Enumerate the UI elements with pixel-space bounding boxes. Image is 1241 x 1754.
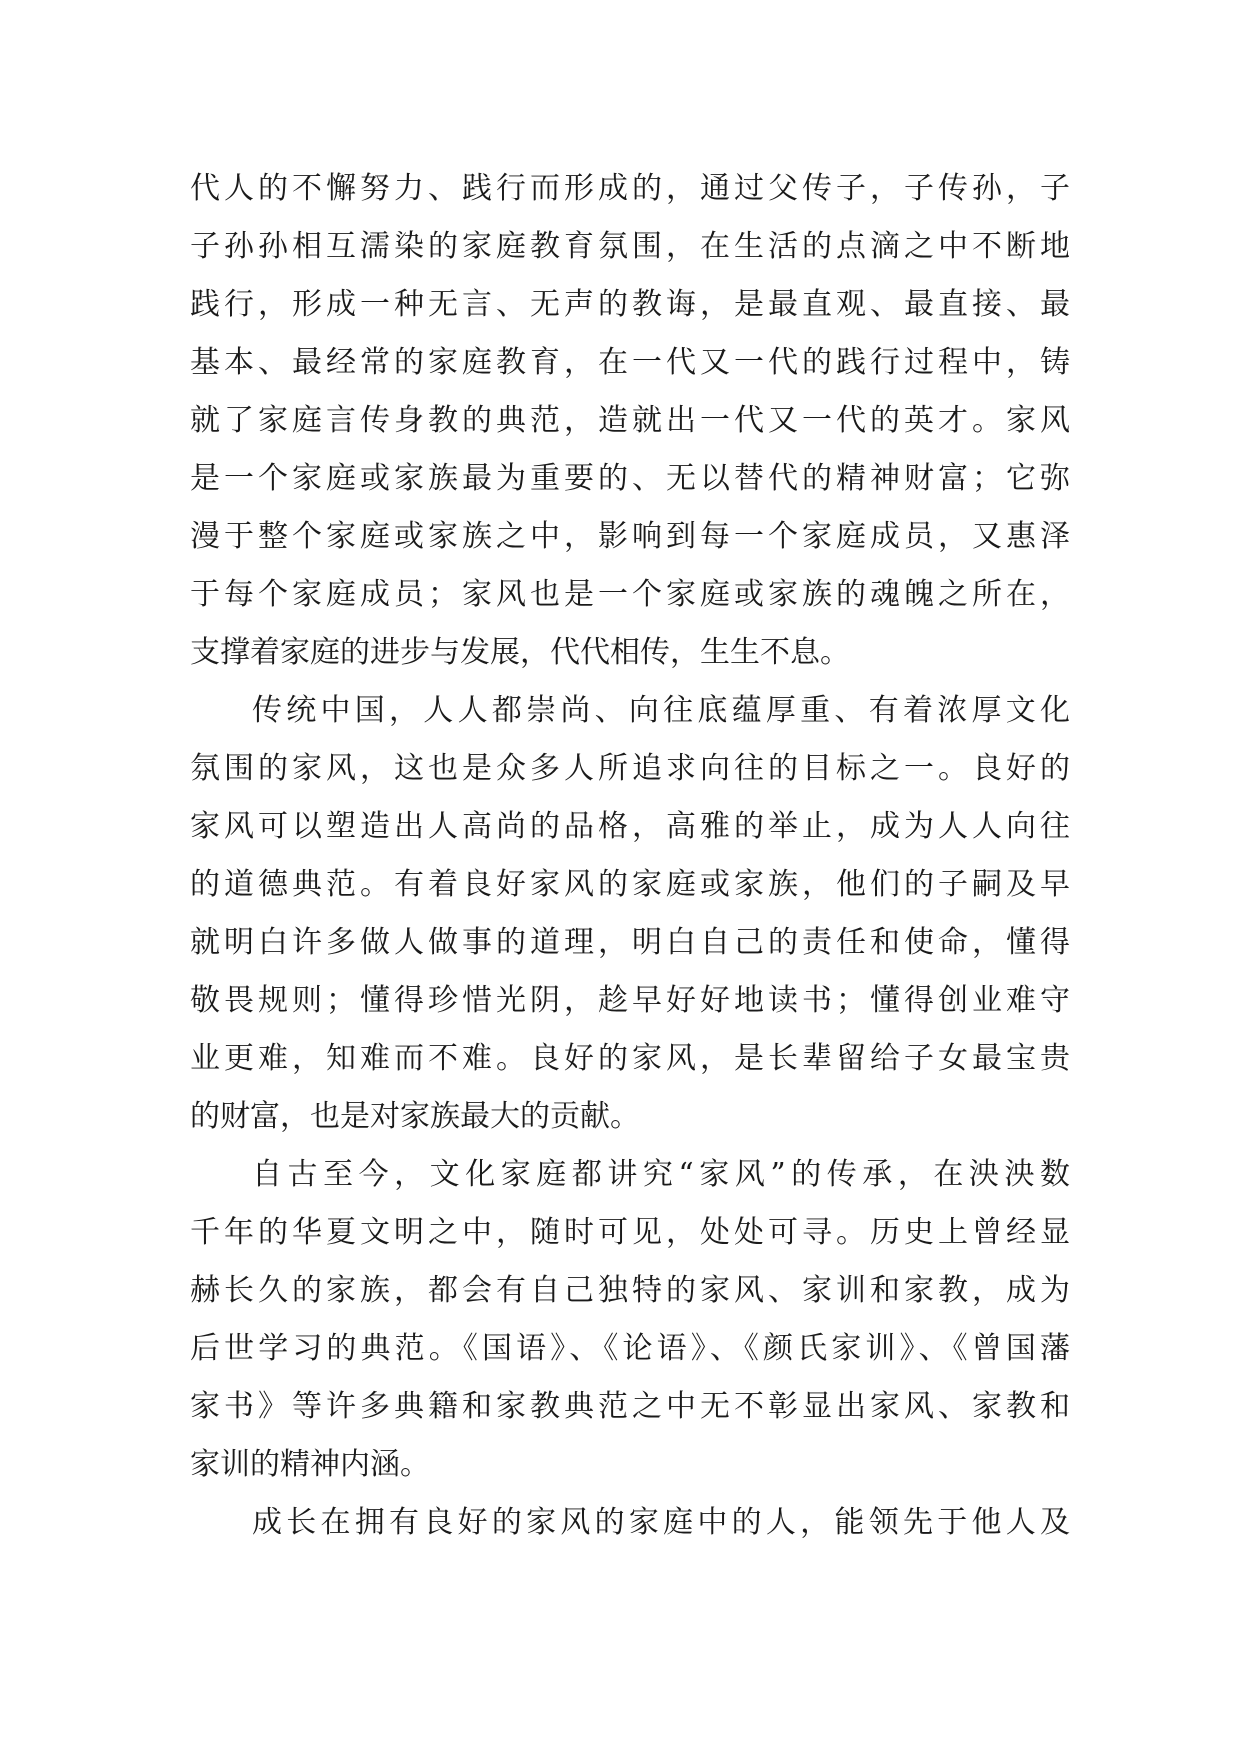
text-line: 传统中国，人人都崇尚、向往底蕴厚重、有着浓厚文化 [252, 693, 1070, 728]
text-line: 基本、最经常的家庭教育，在一代又一代的践行过程中，铸 [190, 345, 1070, 380]
text-line: 家训的精神内涵。 [190, 1447, 430, 1482]
text-line: 于每个家庭成员；家风也是一个家庭或家族的魂魄之所在， [190, 577, 1070, 612]
text-line: 千年的华夏文明之中，随时可见，处处可寻。历史上曾经显 [190, 1215, 1070, 1250]
text-line: 漫于整个家庭或家族之中，影响到每一个家庭成员，又惠泽 [190, 519, 1070, 554]
text-line: 践行，形成一种无言、无声的教诲，是最直观、最直接、最 [190, 287, 1070, 322]
text-line: 的财富，也是对家族最大的贡献。 [190, 1099, 640, 1134]
text-line: 自古至今，文化家庭都讲究“家风”的传承，在泱泱数 [252, 1157, 1070, 1192]
text-line: 的道德典范。有着良好家风的家庭或家族，他们的子嗣及早 [190, 867, 1070, 902]
text-line: 氛围的家风，这也是众多人所追求向往的目标之一。良好的 [190, 751, 1070, 786]
text-line: 就了家庭言传身教的典范，造就出一代又一代的英才。家风 [190, 403, 1070, 438]
text-line: 业更难，知难而不难。良好的家风，是长辈留给子女最宝贵 [190, 1041, 1070, 1076]
text-line: 支撑着家庭的进步与发展，代代相传，生生不息。 [190, 635, 850, 670]
text-line: 敬畏规则；懂得珍惜光阴，趁早好好地读书；懂得创业难守 [190, 983, 1070, 1018]
text-line: 家风可以塑造出人高尚的品格，高雅的举止，成为人人向往 [190, 809, 1070, 844]
body-text [190, 160, 1070, 1552]
text-line: 家书》等许多典籍和家教典范之中无不彰显出家风、家教和 [190, 1389, 1070, 1424]
text-line: 就明白许多做人做事的道理，明白自己的责任和使命，懂得 [190, 925, 1070, 960]
text-line: 是一个家庭或家族最为重要的、无以替代的精神财富；它弥 [190, 461, 1070, 496]
text-line: 赫长久的家族，都会有自己独特的家风、家训和家教，成为 [190, 1273, 1070, 1308]
text-line: 子孙孙相互濡染的家庭教育氛围，在生活的点滴之中不断地 [190, 229, 1070, 264]
text-line: 后世学习的典范。《国语》、《论语》、《颜氏家训》、《曾国藩 [190, 1331, 1070, 1366]
text-line: 成长在拥有良好的家风的家庭中的人，能领先于他人及 [252, 1505, 1070, 1540]
text-line: 代人的不懈努力、践行而形成的，通过父传子，子传孙，子 [190, 171, 1070, 206]
